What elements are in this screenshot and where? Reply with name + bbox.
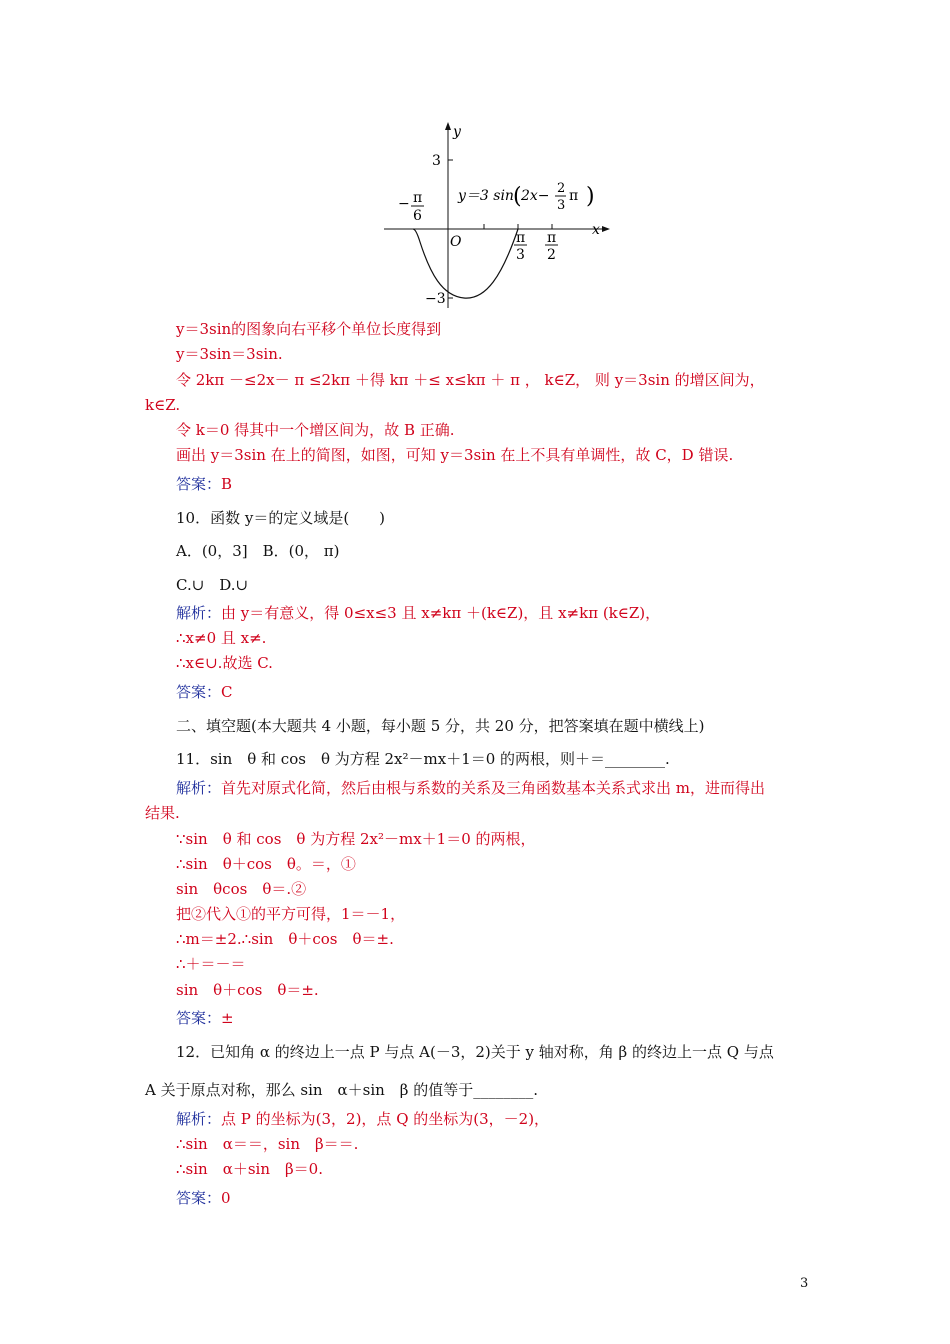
neg-pi6-num: π [413,190,423,206]
analysis-label: 解析： [176,779,222,797]
q10-options-cd: C.∪ D.∪ [176,576,249,594]
sine-curve [413,229,518,298]
neg-sign: − [398,196,410,212]
analysis-label: 解析： [176,1110,222,1128]
x-axis-label: x [592,222,600,238]
page-number: 3 [800,1276,809,1291]
q10-analysis2: ∴x≠0 且 x≠. [176,629,267,647]
q12-analysis2: ∴sin α＝＝，sin β＝＝. [176,1135,359,1153]
q9-line2: y＝3sin＝3sin. [176,345,283,363]
q11-l5: ∴m＝±2.∴sin θ＋cos θ＝±. [176,930,394,948]
answer-value: 0 [221,1189,231,1207]
answer-label: 答案： [176,475,222,493]
answer-value: ± [221,1009,234,1027]
q10-analysis3: ∴x∈∪.故选 C. [176,654,273,672]
q11-answer [176,1008,234,1028]
q9-line5: 令 k＝0 得其中一个增区间为，故 B 正确. [176,421,455,439]
q11-question: 11．sin θ 和 cos θ 为方程 2x²－mx＋1＝0 的两根，则＋＝________. [176,750,670,768]
q9-line1: y＝3sin的图象向右平移个单位长度得到 [176,320,442,338]
pi3-num: π [516,230,526,246]
section2-heading: 二、填空题(本大题共 4 小题，每小题 5 分，共 20 分，把答案填在题中横线上) [176,717,705,735]
q11-l3: sin θcos θ＝.② [176,880,307,898]
analysis-text: 由 y＝有意义，得 0≤x≤3 且 x≠kπ ＋(k∈Z)，且 x≠kπ (k∈Z)， [221,604,661,622]
q9-line3: 令 2kπ －≤2x－ π ≤2kπ ＋得 kπ ＋≤ x≤kπ ＋ π ， k∈Z， 则 y＝3sin 的增区间为， [176,371,765,389]
answer-value: C [221,683,233,701]
formula-frac-den: 3 [557,198,566,213]
q12-analysis [176,1109,549,1129]
y-tick-label-neg3: −3 [425,291,446,307]
q12-analysis3: ∴sin α＋sin β＝0. [176,1160,323,1178]
q11-l6: ∴＋＝－＝ [176,955,246,973]
origin-label: O [450,234,462,250]
formula-frac-num: 2 [557,181,566,196]
answer-label: 答案： [176,1189,222,1207]
formula-rparen: ) [586,184,595,209]
analysis-label: 解析： [176,604,222,622]
y-axis-arrow [445,122,451,130]
formula-lhs: y＝3 sin [458,188,514,204]
formula-tail: π [569,188,579,204]
q11-analysis [176,778,765,798]
y-tick-label-3: 3 [432,153,441,169]
q11-l7: sin θ＋cos θ＝±. [176,981,319,999]
q9-answer [176,474,232,494]
formula-lparen: ( [513,184,522,209]
q11-analysis-cont: 结果. [145,804,180,822]
answer-label: 答案： [176,1009,222,1027]
sine-graph-figure [380,118,620,310]
q10-answer [176,682,233,702]
q10-question: 10．函数 y＝的定义域是( ) [176,509,386,527]
x-axis-arrow [602,226,610,232]
q11-l1: ∵sin θ 和 cos θ 为方程 2x²－mx＋1＝0 的两根， [176,830,536,848]
pi2-den: 2 [547,247,556,263]
sine-graph-svg [380,118,620,310]
neg-pi6-den: 6 [413,208,422,224]
q10-analysis [176,603,660,623]
y-axis-label: y [453,124,461,140]
q11-l4: 把②代入①的平方可得，1＝－1， [176,905,406,923]
formula-inner: 2x− [521,188,550,204]
answer-value: B [221,475,233,493]
q12-question1: 12．已知角 α 的终边上一点 P 与点 A(－3，2)关于 y 轴对称，角 β 的终边上一点 Q 与点 [176,1043,774,1061]
q12-answer [176,1188,231,1208]
q10-options-ab: A．(0，3] B．(0， π) [176,542,340,560]
analysis-text: 首先对原式化简，然后由根与系数的关系及三角函数基本关系式求出 m，进而得出 [221,779,766,797]
q12-question2: A 关于原点对称，那么 sin α＋sin β 的值等于________. [145,1081,539,1099]
q11-l2: ∴sin θ＋cos θ。＝，① [176,855,356,873]
answer-label: 答案： [176,683,222,701]
pi2-num: π [547,230,557,246]
q9-line6: 画出 y＝3sin 在上的简图，如图，可知 y＝3sin 在上不具有单调性，故 C，D 错误. [176,446,734,464]
q9-line4: k∈Z. [145,396,181,414]
analysis-text: 点 P 的坐标为(3，2)，点 Q 的坐标为(3，－2)， [221,1110,550,1128]
pi3-den: 3 [516,247,525,263]
